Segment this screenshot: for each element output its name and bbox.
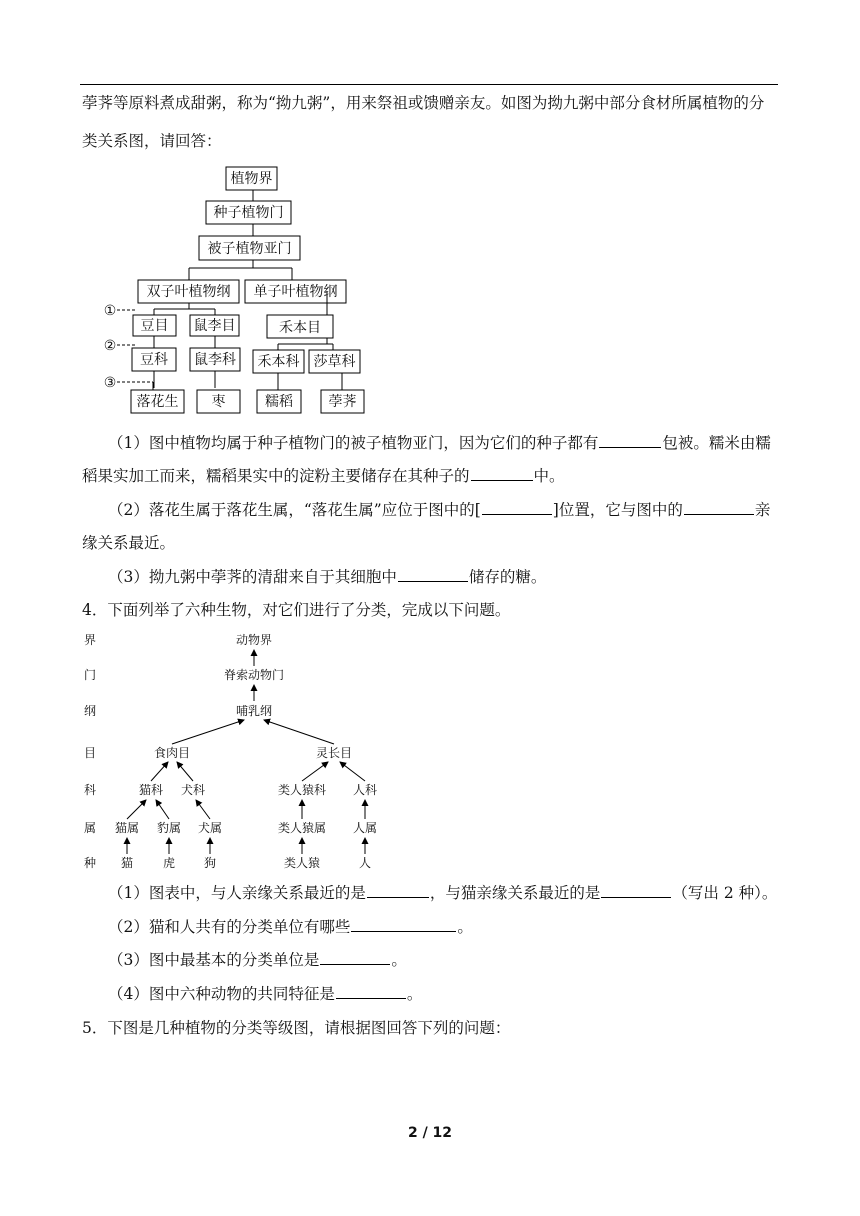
answer-blank[interactable] [351, 917, 456, 932]
intro-line-1: 荸荠等原料煮成甜粥，称为“拗九粥”，用来祭祖或馈赠亲友。如图为拗九粥中部分食材所属植物的分 [82, 94, 765, 112]
node-hominidae: 人科 [352, 783, 378, 797]
label-rhamnaceae: 鼠李科 [194, 352, 236, 368]
rank-family: 科 [84, 783, 97, 797]
header-rule [80, 84, 778, 85]
node-homo: 人属 [352, 821, 378, 835]
node-carnivora: 食肉目 [153, 746, 191, 760]
marker-2: ② [103, 338, 117, 354]
answer-blank[interactable] [599, 433, 661, 448]
animal-classification-diagram [80, 628, 400, 874]
label-water-chestnut: 荸荠 [328, 394, 357, 410]
node-tiger: 虎 [162, 856, 176, 870]
node-ape: 类人猿 [283, 856, 321, 870]
marker-1: ① [103, 303, 117, 319]
node-dog: 狗 [203, 856, 217, 870]
q3-item-2-line-2: 缘关系最近。 [82, 534, 176, 552]
label-rhamnales: 鼠李目 [193, 318, 236, 334]
q4-title: 4．下面列举了六种生物，对它们进行了分类，完成以下问题。 [82, 601, 511, 619]
q4-item-1: （1）图表中，与人亲缘关系最近的是 ，与猫亲缘关系最近的是 （写出 2 种）。 [108, 884, 778, 902]
node-animal-kingdom: 动物界 [235, 633, 273, 647]
answer-blank[interactable] [601, 883, 671, 898]
label-peanut: 落花生 [136, 394, 179, 410]
rank-genus: 属 [84, 821, 97, 835]
label-fabales: 豆目 [140, 318, 169, 334]
answer-blank[interactable] [398, 567, 468, 582]
intro-line-2: 类关系图，请回答： [82, 132, 222, 150]
q3-item-1-line-1: （1）图中植物均属于种子植物门的被子植物亚门，因为它们的种子都有 包被。糯米由糯 [108, 434, 771, 452]
node-pongidae: 类人猿科 [277, 783, 327, 797]
node-cat: 猫 [120, 856, 134, 870]
rank-class: 纲 [84, 704, 97, 718]
label-jujube: 枣 [211, 394, 226, 410]
node-felis: 猫属 [114, 821, 140, 835]
plant-classification-diagram [95, 160, 385, 416]
rank-order: 目 [84, 746, 97, 760]
page-number: 2 / 12 [407, 1125, 453, 1141]
node-canis: 犬属 [197, 821, 223, 835]
answer-blank[interactable] [367, 883, 429, 898]
rank-kingdom: 界 [84, 633, 97, 647]
node-mammalia: 哺乳纲 [235, 704, 273, 718]
label-rice: 糯稻 [265, 394, 293, 410]
node-chordata: 脊索动物门 [223, 668, 285, 682]
node-canidae: 犬科 [180, 783, 206, 797]
node-ape-genus: 类人猿属 [277, 821, 327, 835]
label-dicot: 双子叶植物纲 [146, 284, 231, 300]
q4-item-4: （4）图中六种动物的共同特征是 。 [108, 985, 423, 1003]
q5-title: 5．下图是几种植物的分类等级图，请根据图回答下列的问题： [82, 1019, 511, 1037]
node-felidae: 猫科 [138, 783, 164, 797]
label-poales: 禾本目 [279, 320, 321, 336]
label-fabaceae: 豆科 [140, 352, 168, 368]
q3-item-1-line-2: 稻果实加工而来，糯稻果实中的淀粉主要储存在其种子的 中。 [82, 467, 565, 485]
label-subphylum: 被子植物亚门 [207, 241, 292, 257]
node-panthera: 豹属 [156, 821, 182, 835]
node-primates: 灵长目 [315, 746, 353, 760]
q3-item-3: （3）拗九粥中荸荠的清甜来自于其细胞中 储存的糖。 [108, 568, 547, 586]
label-cyperaceae: 莎草科 [313, 354, 356, 370]
rank-species: 种 [84, 856, 97, 870]
node-human: 人 [358, 856, 372, 870]
answer-blank[interactable] [482, 500, 552, 515]
label-poaceae: 禾本科 [257, 354, 300, 370]
answer-blank[interactable] [471, 466, 533, 481]
label-monocot: 单子叶植物纲 [253, 284, 338, 300]
label-kingdom: 植物界 [230, 171, 273, 187]
q4-item-3: （3）图中最基本的分类单位是 。 [108, 951, 407, 969]
label-phylum: 种子植物门 [213, 205, 284, 221]
rank-phylum: 门 [84, 668, 97, 682]
q4-item-2: （2）猫和人共有的分类单位有哪些 。 [108, 918, 473, 936]
answer-blank[interactable] [336, 984, 406, 999]
answer-blank[interactable] [320, 950, 390, 965]
marker-3: ③ [103, 375, 117, 391]
q3-item-2-line-1: （2）落花生属于落花生属，“落花生属”应位于图中的[ ]位置，它与图中的 亲 [108, 501, 771, 519]
answer-blank[interactable] [684, 500, 754, 515]
